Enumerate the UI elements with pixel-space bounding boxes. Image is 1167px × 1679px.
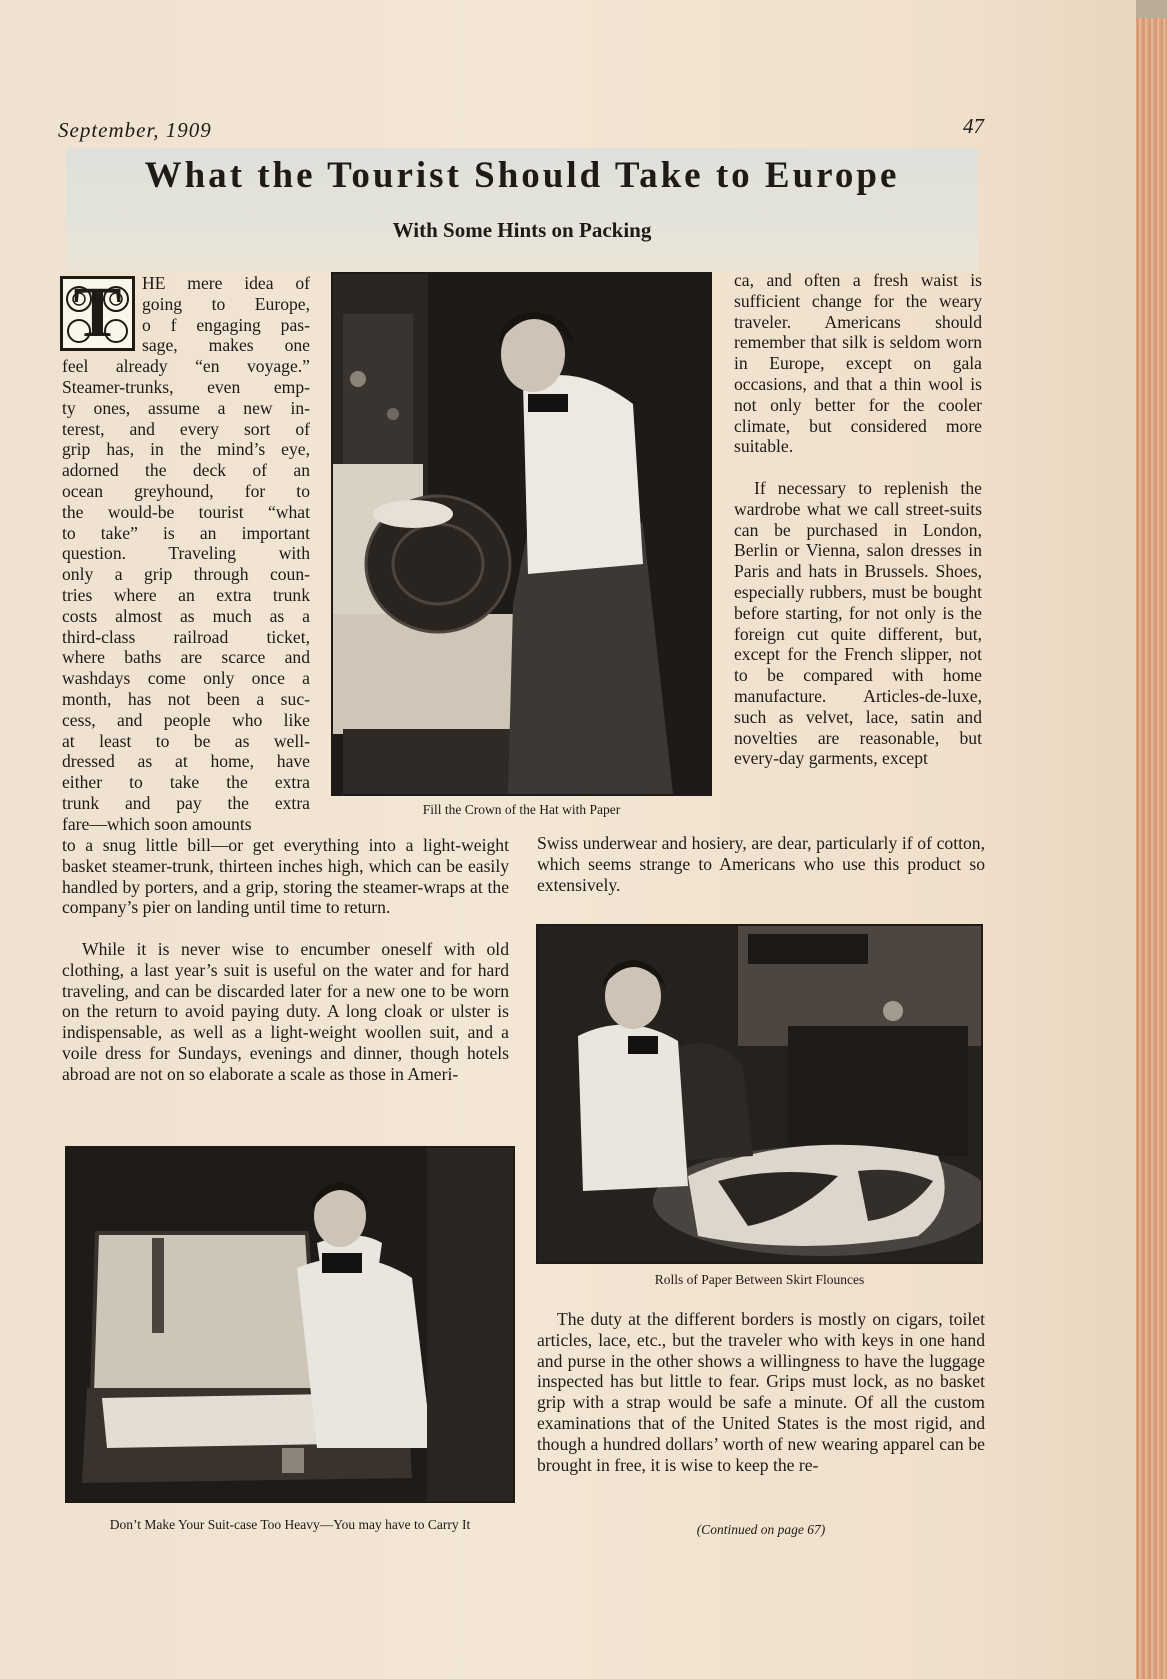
column-1-line: tries where an extra trunk xyxy=(62,584,310,605)
column-1-line: ocean greyhound, for to xyxy=(62,480,310,501)
column-1-line: question. Traveling with xyxy=(62,543,310,564)
column-1-line: the would-be tourist “what xyxy=(62,501,310,522)
column-1-line: o f engaging pas- xyxy=(142,314,310,335)
column-1-line: Steamer-trunks, even emp- xyxy=(62,376,310,397)
column-1-line: fare—which soon amounts xyxy=(62,813,252,834)
issue-date: September, 1909 xyxy=(58,118,212,142)
column-1-line: grip has, in the mind’s eye, xyxy=(62,439,310,460)
column-1-lines xyxy=(62,273,310,835)
column-1-line: month, has not been a suc- xyxy=(62,688,310,709)
column-1-line: cess, and people who like xyxy=(62,709,310,730)
continued-note: (Continued on page 67) xyxy=(696,1522,826,1537)
column-1-line: terest, and every sort of xyxy=(62,418,310,439)
column-1-line: washdays come only once a xyxy=(62,668,310,689)
column-1-line: ty ones, assume a new in- xyxy=(62,397,310,418)
column-1-text xyxy=(62,273,310,835)
column-1-line: to take” is an important xyxy=(62,522,310,543)
column-1-line: HE mere idea of xyxy=(142,273,310,293)
photo-suitcase-packing xyxy=(65,1146,515,1503)
column-1-line: either to take the extra xyxy=(62,772,310,793)
column-1-line: sage, makes one xyxy=(142,335,310,356)
page-edge-stack xyxy=(1136,18,1167,1679)
column-1-line: trunk and pay the extra xyxy=(62,792,310,813)
photo-skirt-packing xyxy=(536,924,983,1264)
column-1-line: costs almost as much as a xyxy=(62,605,310,626)
column-1-line: third-class railroad ticket, xyxy=(62,626,310,647)
drop-cap-letter: T xyxy=(73,272,122,352)
column-1-line: where baths are scarce and xyxy=(62,647,310,668)
column-1-line: going to Europe, xyxy=(142,293,310,314)
column-1-line: feel already “en voyage.” xyxy=(62,356,310,377)
caption-skirt: Rolls of Paper Between Skirt Flounces xyxy=(654,1272,865,1287)
column-1-line: only a grip through coun- xyxy=(62,564,310,585)
column-1-wide-text: to a snug little bill—or get everything into a light-weight basket steamer-trunk, thirteen inches high, which can be easily handled by porters, and a grip, storing the steamer-wraps at the company’s pier on landing until time to return. xyxy=(62,835,509,918)
column-3-paragraph-1: ca, and often a fresh waist is sufficient change for the weary traveler. Americans should remember that silk is seldom worn in Europe, except on gala occasions, and that a thin wool is not only better for the cooler climate, but considered more suitable. xyxy=(734,270,982,457)
caption-suitcase: Don’t Make Your Suit-case Too Heavy—You may have to Carry It xyxy=(109,1517,471,1532)
column-3-paragraph-2: If necessary to replenish the wardrobe what we call street-suits can be purchased in London, Berlin or Vienna, salon dresses in Paris and hats in Brussels. Shoes, especially rubbers, must be bought before starting, for not only is the foreign cut quite different, but, except for the French slipper, not to be compared with home manufacture. Articles-de-luxe, such as velvet, lace, satin and novelties are reasonable, but every-day garments, except xyxy=(734,478,982,769)
woman-packing-skirt-image xyxy=(538,926,981,1262)
article-title: What the Tourist Should Take to Europe xyxy=(144,155,900,196)
photo-hat-packing xyxy=(331,272,712,796)
page-number: 47 xyxy=(963,114,984,138)
column-1-line: dressed as at home, have xyxy=(62,751,310,772)
column-1-line: at least to be as well- xyxy=(62,730,310,751)
article-subtitle: With Some Hints on Packing xyxy=(392,218,652,242)
caption-hat: Fill the Crown of the Hat with Paper xyxy=(422,802,621,817)
woman-packing-suitcase-image xyxy=(67,1148,513,1501)
woman-packing-hat-image xyxy=(333,274,710,794)
column-3-wide-text: Swiss underwear and hosiery, are dear, particularly if of cotton, which seems strange to Americans who use this product so extensively. xyxy=(537,833,985,895)
column-1-paragraph-2: While it is never wise to encumber oneself with old clothing, a last year’s suit is useful on the water and for hard traveling, and can be discarded later for a new one to be worn on the return to avoid paying duty. A long cloak or ulster is indispensable, as well as a light-weight woollen suit, and a voile dress for Sundays, evenings and dinner, though hotels abroad are not on so elaborate a scale as those in Ameri- xyxy=(62,939,509,1084)
column-1-line: adorned the deck of an xyxy=(62,460,310,481)
column-3-paragraph-3: The duty at the different borders is mostly on cigars, toilet articles, lace, etc., but the traveler who with keys in one hand and purse in the other shows a willingness to have the luggage inspected has but little to fear. Grips must lock, as no basket grip with a strap would be safe a minute. Of all the custom examinations that of the United States is the most rigid, and though a hundred dollars’ worth of new wearing apparel can be brought in free, it is wise to keep the re- xyxy=(537,1309,985,1475)
